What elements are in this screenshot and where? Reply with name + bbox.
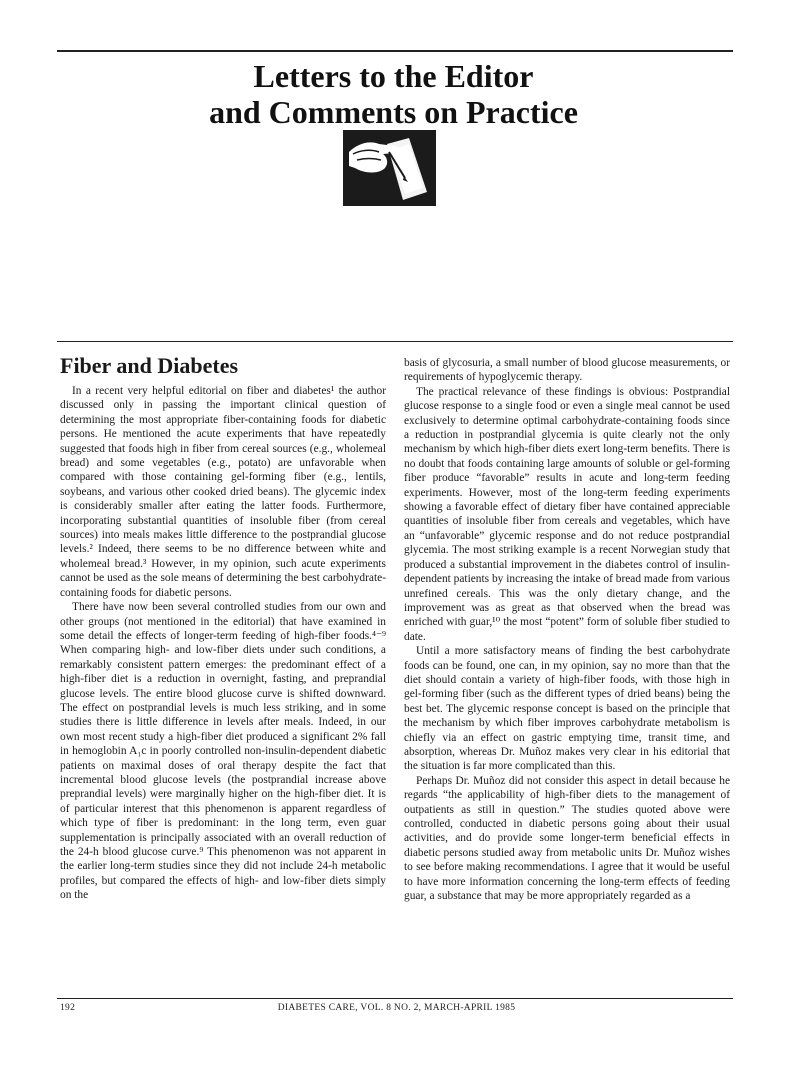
article-rule bbox=[57, 341, 733, 342]
section-heading-line-2: and Comments on Practice bbox=[209, 94, 578, 130]
paragraph: In a recent very helpful editorial on fiber and diabetes¹ the author discussed only in passing the important clinical question of determining the most appropriate fiber-containing foods for diabetic persons. He mentioned the acute experiments that have repeatedly suggested that foods high in fiber from cereal sources (e.g., wholemeal bread) and some vegetables (e.g., potato) are unfavorable when compared with those containing gel-forming fiber (e.g., lentils, soybeans, and various other cooked dried beans). The glycemic index is considerably smaller after eating the latter foods. Furthermore, incorporating substantial quantities of insoluble fiber (from cereal sources) into meals makes little difference to the postprandial glucose levels.² Indeed, there seems to be no difference between white and wholemeal bread.³ However, in my opinion, such acute experiments cannot be used as the sole means of determining the best carbohydrate-containing foods for diabetic persons. bbox=[60, 385, 386, 599]
top-rule bbox=[57, 50, 733, 52]
section-heading-line-1: Letters to the Editor bbox=[253, 58, 534, 94]
journal-citation: DIABETES CARE, VOL. 8 NO. 2, MARCH-APRIL 1985 bbox=[277, 1003, 516, 1013]
paragraph: Perhaps Dr. Muñoz did not consider this aspect in detail because he regards “the applicability of high-fiber diets to the management of outpatients as still in question.” The studies quoted above were controlled, conducted in diabetic persons going about their usual activities, and do provide some longer-term beneficial effects in diabetic persons studied away from metabolic units Dr. Muñoz wishes to see before making recommendations. I agree that it would be useful to have more information concerning the long-term effects of feeding guar, a substance that may be more appropriately regarded as a bbox=[404, 774, 730, 903]
article-title: Fiber and Diabetes bbox=[60, 353, 239, 378]
hand-writing-letter-icon bbox=[343, 130, 436, 206]
paragraph: The practical relevance of these findings is obvious: Postprandial glucose response to a single food or even a single meal cannot be used exclusively to determine optimal carbohydrate-containing foods since a reduction in postprandial glycemia is quite clearly not the only mechanism by which high-fiber diets exert long-term benefits. There is no doubt that foods containing large amounts of soluble or gel-forming fiber produce “favorable” results in acute and long-term feeding experiments. However, most of the long-term feeding experiments showing a favorable effect of dietary fiber have contained appreciable quantities of insoluble fiber from cereals and vegetables, which have an “unfavorable” glycemic response and do not reduce postprandial glycemia. The most striking example is a recent Norwegian study that produced a substantial improvement in the diabetes control of insulin-dependent patients by increasing the intake of bread made from various unrefined cereals. This was the only dietary change, and the improvement was as great as that observed when the bread was enriched with guar,¹⁰ the most “potent” form of soluble fiber studied to date. bbox=[404, 385, 730, 643]
paragraph: There have now been several controlled studies from our own and other groups (not mentioned in the editorial) that have examined in some detail the effects of longer-term feeding of high-fiber foods.⁴⁻⁹ When comparing high- and low-fiber diets under such conditions, a remarkably consistent pattern emerges: the predominant effect of a high-fiber diet is a reduction in overnight, fasting, and preprandial glucose levels. The entire blood glucose curve is shifted downward. The effect on postprandial levels is much less striking, and in some studies there is little difference in levels after meals. Indeed, in our own most recent study a high-fiber diet produced a significant 2% fall in hemoglobin A₁c in poorly controlled non-insulin-dependent diabetic patients on maximal doses of oral therapy despite the fact that incremental blood glucose levels (the postprandial increase above preprandial levels) were marginally higher on the high-fiber diet. It is of particular interest that this phenomenon is apparent regardless of which type of fiber is predominant: in the long term, even guar supplementation is principally associated with an overall reduction of the 24-h blood glucose curve.⁹ This phenomenon was not apparent in the earlier long-term studies since they did not include 24-h metabolic profiles, but compared the effects of high- and low-fiber diets simply on the bbox=[60, 601, 386, 902]
article-right-column bbox=[404, 356, 730, 903]
page-number: 192 bbox=[60, 1003, 76, 1013]
article-left-column bbox=[60, 354, 386, 903]
footer-rule bbox=[57, 998, 733, 999]
paragraph-continuation: basis of glycosuria, a small number of blood glucose measurements, or requirements of hypoglycemic therapy. bbox=[404, 357, 730, 384]
paragraph: Until a more satisfactory means of finding the best carbohydrate foods can be found, one can, in my opinion, say no more than that the diet should contain a variety of high-fiber foods, with those high in gel-forming fiber (such as the different types of dried beans) being the best bet. The glycemic response concept is based on the principle that the mechanism by which fiber improves carbohydrate metabolism is chiefly via an effect on gastric emptying time, transit time, and absorption, whereas Dr. Muñoz makes very clear in his editorial that the situation is far more complicated than this. bbox=[404, 645, 730, 773]
